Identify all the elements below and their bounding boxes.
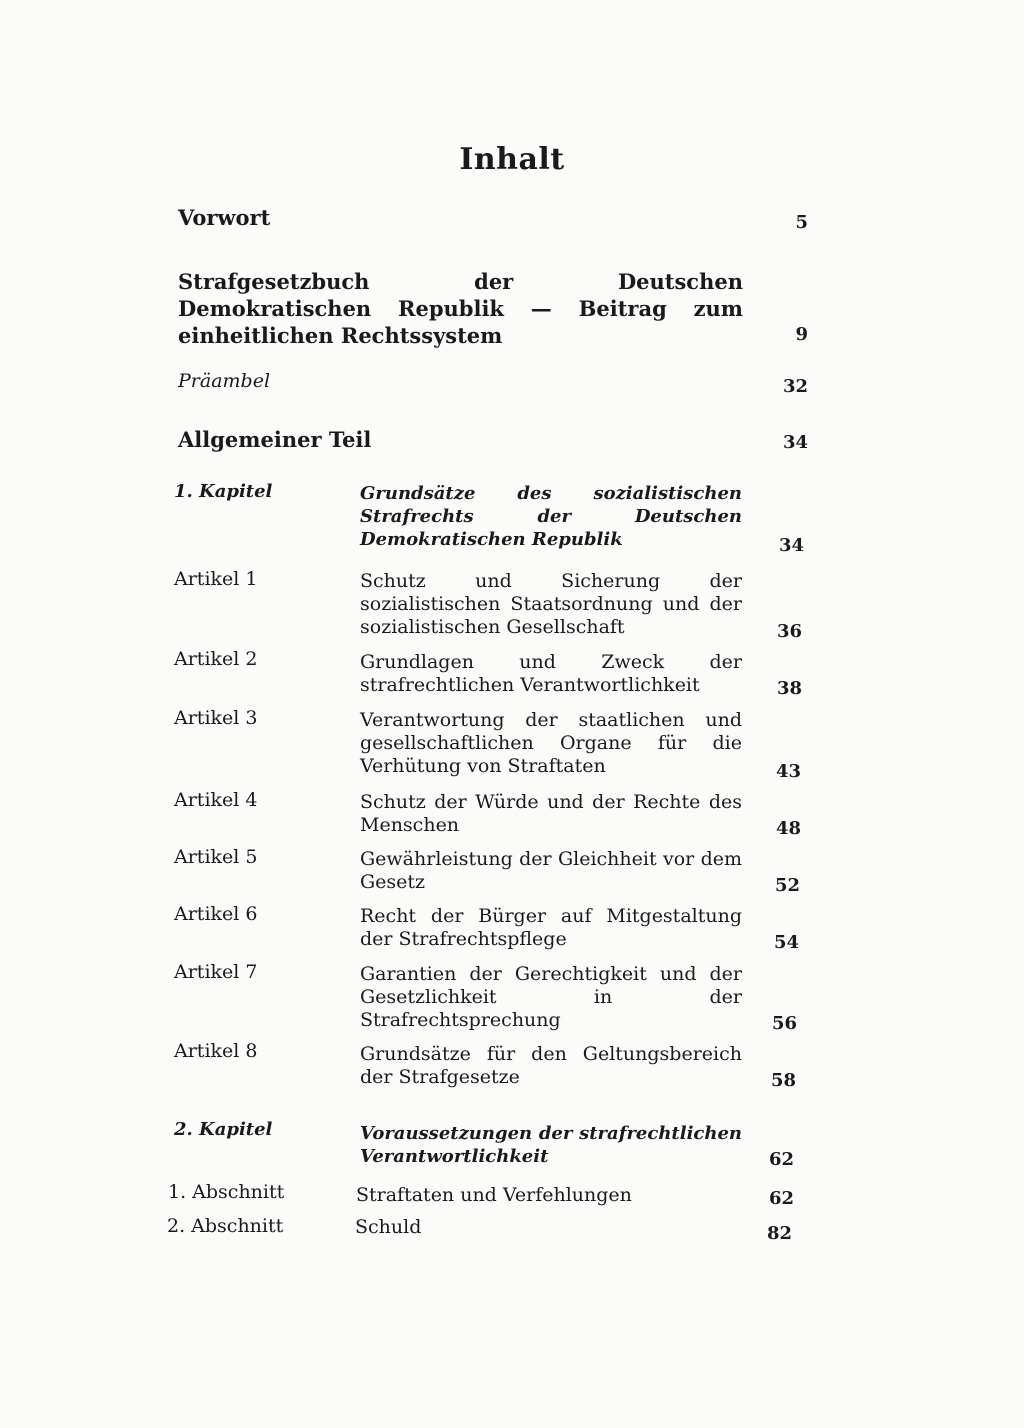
toc-heading-praeambel: Präambel <box>178 370 271 392</box>
toc-entry-title: Recht der Bürger auf Mitgestaltung der Strafrechtspflege <box>360 905 742 950</box>
toc-entry-title: Garantien der Gerechtigkeit und der Gesetzlichkeit in der Strafrechtsprechung <box>360 963 742 1031</box>
toc-entry-label: Artikel 4 <box>174 789 258 811</box>
toc-entry-label: 2. Abschnitt <box>167 1215 284 1237</box>
toc-heading-allgemeiner-teil: Allgemeiner Teil <box>178 427 372 452</box>
toc-entry-title: Verantwortung der staatlichen und gesellschaftlichen Organe für die Verhütung von Straftaten <box>360 709 742 777</box>
toc-heading-strafgesetzbuch: Strafgesetzbuch der Deutschen Demokratischen Republik — Beitrag zum einheitlichen Rechtssystem <box>178 269 743 348</box>
toc-entry-label: Artikel 1 <box>174 568 258 590</box>
toc-page-number: 36 <box>776 621 802 642</box>
toc-page-number: 52 <box>774 875 800 896</box>
toc-entry-title: Grundlagen und Zweck der strafrechtlichen Verantwortlichkeit <box>360 651 742 696</box>
toc-page-number: 34 <box>782 432 808 453</box>
toc-page-number: 48 <box>775 818 801 839</box>
toc-entry-label: Artikel 6 <box>174 903 258 925</box>
toc-heading-vorwort: Vorwort <box>178 205 271 230</box>
toc-entry-label: Artikel 8 <box>174 1040 258 1062</box>
toc-page-number: 58 <box>770 1070 796 1091</box>
toc-entry-title: Voraussetzungen der strafrechtlichen Verantwortlichkeit <box>360 1123 742 1167</box>
toc-page-number: 56 <box>771 1013 797 1034</box>
toc-entry-title: Straftaten und Verfehlungen <box>356 1184 632 1206</box>
toc-entry-label: Artikel 2 <box>174 648 258 670</box>
toc-entry-label: 2. Kapitel <box>174 1119 273 1140</box>
toc-entry-title: Schutz der Würde und der Rechte des Menschen <box>360 791 742 836</box>
toc-page-number: 43 <box>775 761 801 782</box>
toc-entry-title: Grundsätze des sozialistischen Strafrechts der Deutschen Demokratischen Republik <box>360 483 742 550</box>
toc-entry-label: Artikel 7 <box>174 961 258 983</box>
toc-page-number: 32 <box>782 376 808 397</box>
toc-page-number: 34 <box>778 535 804 556</box>
toc-entry-title: Gewährleistung der Gleichheit vor dem Gesetz <box>360 848 742 893</box>
toc-page-number: 62 <box>768 1149 794 1170</box>
toc-entry-title: Schuld <box>355 1216 422 1238</box>
toc-entry-label: Artikel 3 <box>174 707 258 729</box>
toc-entry-title: Schutz und Sicherung der sozialistischen Staatsordnung und der sozialistischen Gesellschaft <box>360 570 742 638</box>
toc-page-number: 62 <box>768 1188 794 1209</box>
page-title: Inhalt <box>459 142 565 177</box>
toc-entry-label: 1. Kapitel <box>174 481 273 502</box>
toc-entry-label: 1. Abschnitt <box>168 1181 285 1203</box>
toc-page-number: 54 <box>773 932 799 953</box>
toc-page-number: 82 <box>766 1223 792 1244</box>
toc-page-number: 5 <box>795 212 808 233</box>
toc-page-number: 9 <box>795 324 808 345</box>
toc-page-number: 38 <box>776 678 802 699</box>
toc-entry-label: Artikel 5 <box>174 846 258 868</box>
toc-entry-title: Grundsätze für den Geltungsbereich der Strafgesetze <box>360 1043 742 1088</box>
